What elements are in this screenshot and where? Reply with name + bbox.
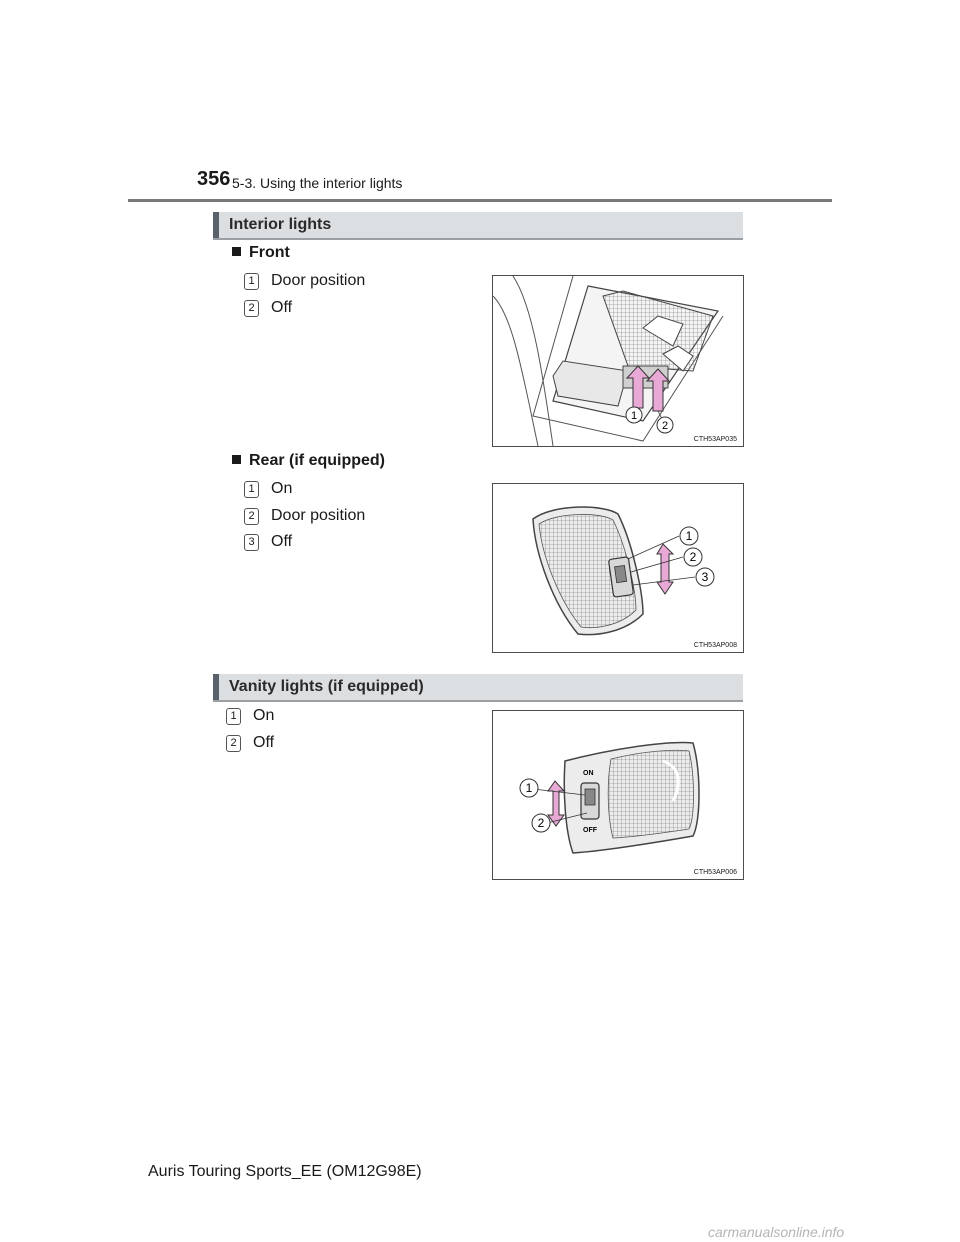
rear-light-illustration <box>493 484 743 652</box>
svg-text:2: 2 <box>661 420 669 432</box>
front-item-1-label: Door position <box>271 272 366 289</box>
rear-item-1 <box>244 480 292 498</box>
svg-text:2: 2 <box>689 550 697 564</box>
square-bullet-icon <box>232 455 241 464</box>
front-light-figure <box>492 275 744 447</box>
svg-text:3: 3 <box>701 570 709 584</box>
footer-model: Auris Touring Sports_EE (OM12G98E) <box>148 1163 422 1180</box>
number-badge: 1 <box>244 481 259 498</box>
interior-lights-title: Interior lights <box>229 216 332 233</box>
interior-lights-heading-band <box>213 212 743 240</box>
vanity-item-2 <box>226 734 274 752</box>
figure-code: CTH53AP006 <box>693 869 737 876</box>
number-badge: 3 <box>244 534 259 551</box>
svg-text:OFF: OFF <box>583 827 597 834</box>
svg-text:ON: ON <box>583 770 594 777</box>
vanity-light-figure <box>492 710 744 880</box>
svg-text:1: 1 <box>685 529 693 543</box>
vanity-lights-title: Vanity lights (if equipped) <box>229 678 424 695</box>
section-header: 5-3. Using the interior lights <box>232 175 403 191</box>
number-badge: 2 <box>244 300 259 317</box>
vanity-light-illustration <box>493 711 743 879</box>
number-badge: 1 <box>244 273 259 290</box>
vanity-item-1 <box>226 707 274 725</box>
rear-item-3 <box>244 533 292 551</box>
number-badge: 2 <box>244 508 259 525</box>
front-item-1 <box>244 272 365 290</box>
svg-text:2: 2 <box>537 816 545 830</box>
rear-item-2 <box>244 507 365 525</box>
number-badge: 2 <box>226 735 241 752</box>
page-number: 356 <box>197 168 231 190</box>
vanity-item-2-label: Off <box>253 734 275 751</box>
figure-code: CTH53AP008 <box>693 642 737 649</box>
front-light-illustration <box>493 276 743 446</box>
svg-text:1: 1 <box>630 410 638 422</box>
rear-item-2-label: Door position <box>271 507 366 524</box>
rear-light-figure <box>492 483 744 653</box>
vanity-lights-heading-band <box>213 674 743 702</box>
rear-subheading: Rear (if equipped) <box>232 452 385 470</box>
figure-code: CTH53AP035 <box>693 436 737 443</box>
watermark: carmanualsonline.info <box>708 1224 845 1240</box>
rear-item-1-label: On <box>271 480 293 497</box>
number-badge: 1 <box>226 708 241 725</box>
vanity-item-1-label: On <box>253 707 275 724</box>
front-subheading: Front <box>232 244 290 262</box>
svg-text:1: 1 <box>525 781 533 795</box>
square-bullet-icon <box>232 247 241 256</box>
front-item-2 <box>244 299 292 317</box>
front-item-2-label: Off <box>271 299 293 316</box>
header-rule <box>128 199 832 202</box>
rear-item-3-label: Off <box>271 533 293 550</box>
